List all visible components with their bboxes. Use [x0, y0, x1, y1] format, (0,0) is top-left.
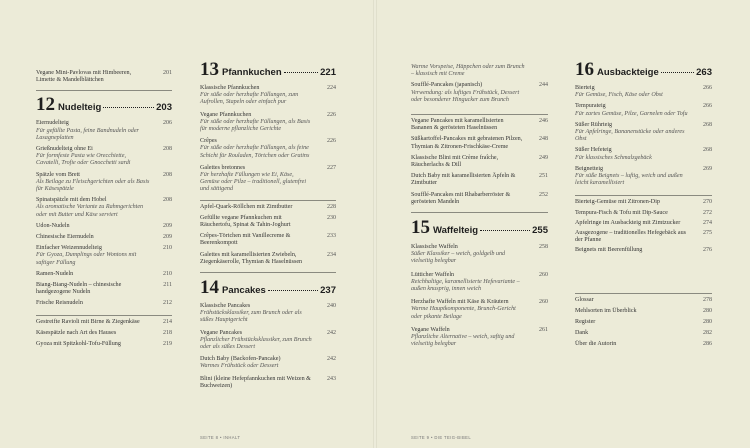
toc-entry-title: Bierteig	[575, 85, 595, 91]
chapter-page: 237	[320, 285, 336, 297]
toc-entry-text	[575, 210, 690, 217]
toc-entry-page: 242	[327, 356, 336, 363]
list-pfannkuchen	[200, 85, 336, 194]
toc-entry-page: 280	[703, 307, 712, 314]
toc-entry-page: 226	[327, 111, 336, 118]
toc-entry-page: 278	[703, 296, 712, 303]
toc-entry-title: Käsespätzle nach Art des Hauses	[36, 329, 117, 336]
chapter-number: 16	[575, 59, 594, 80]
toc-entry-page: 211	[163, 282, 172, 289]
toc-entry	[411, 64, 548, 78]
toc-entry	[200, 233, 336, 247]
list-waffelteig	[411, 244, 548, 348]
chapter-heading-12	[36, 95, 172, 115]
toc-entry-title: Süßer Hefeteig	[575, 147, 612, 154]
chapter-title: Pancakes	[222, 285, 266, 297]
toc-entry-description: Für Gyoza, Dumplings oder Wontons mit saftiger Füllung	[36, 252, 137, 266]
toc-entry-title: Dutch Baby mit karamellisierten Äpfeln & Zimtbutter	[411, 173, 516, 187]
toc-entry-description: Reichhaltige, karamellisierte Hefevariante – außen knusprig, innen weich	[411, 278, 520, 293]
toc-entry	[575, 85, 712, 99]
toc-entry-text	[575, 85, 690, 99]
leader-dots	[268, 290, 318, 291]
separator	[36, 90, 172, 91]
toc-entry-title: Soufflé-Pancakes (japanisch)	[411, 82, 483, 89]
list-nudel-top	[36, 70, 172, 84]
toc-entry	[200, 303, 336, 325]
toc-entry	[200, 112, 336, 134]
chapter-page: 263	[696, 67, 712, 78]
toc-entry-page: 206	[163, 120, 172, 127]
toc-entry-page: 268	[703, 121, 712, 128]
toc-entry-title: Klassische Waffeln	[411, 244, 458, 251]
chapter-number: 15	[411, 217, 430, 239]
toc-entry-title: Süßer Rührteig	[575, 121, 613, 128]
toc-entry-text	[200, 356, 314, 370]
toc-entry-title: Spinatspätzle mit dem Hobel	[36, 197, 107, 204]
toc-entry	[411, 155, 548, 169]
chapter-heading-14	[200, 278, 336, 298]
separator	[575, 195, 712, 196]
toc-entry-description: Frühstücksklassiker, zum Brunch oder als süßes Hauptgericht	[200, 310, 302, 324]
toc-entry-title: Klassische Blini mit Crème fraîche, Räucherlachs & Dill	[411, 154, 499, 169]
toc-column-2	[200, 60, 336, 390]
toc-entry-page: 246	[539, 118, 548, 125]
toc-entry-title: Chinesische Eiernudeln	[36, 234, 94, 241]
toc-entry-title: Mehlsorten im Überblick	[575, 307, 637, 314]
toc-entry-page: 280	[703, 319, 712, 326]
toc-entry-page: 208	[163, 197, 172, 204]
leader-dots	[480, 230, 530, 231]
separator	[200, 200, 336, 201]
chapter-page: 255	[532, 225, 548, 237]
toc-entry	[411, 136, 548, 150]
toc-entry-page: 252	[539, 191, 548, 198]
toc-entry-title: Apfelringe im Ausbackteig mit Zimtzucker	[575, 219, 681, 226]
toc-entry-title: Tempurateig	[575, 103, 606, 110]
toc-entry	[200, 356, 336, 370]
toc-entry	[36, 330, 172, 337]
toc-entry-page: 209	[163, 234, 172, 241]
separator	[36, 315, 172, 316]
toc-entry-page: 219	[163, 341, 172, 348]
toc-entry-text	[411, 192, 526, 206]
toc-entry-description: Als Beilage zu Fleischgerichten oder als Basis für Käsespätzle	[36, 178, 150, 193]
toc-entry-title: Beignetteig	[575, 165, 604, 172]
toc-entry-page: 233	[327, 233, 336, 240]
toc-entry-title: Vegane Pfannkuchen	[200, 111, 252, 118]
leader-dots	[284, 72, 318, 73]
toc-entry-page: 276	[703, 247, 712, 254]
toc-entry-text	[411, 244, 526, 266]
toc-entry-title: Register	[575, 319, 596, 326]
chapter-title: Nudelteig	[58, 102, 102, 114]
toc-entry	[575, 319, 712, 326]
toc-entry	[200, 204, 336, 211]
toc-entry-description: Pflanzliche Alternative – weich, saftig und vielseitig belegbar	[411, 334, 515, 348]
toc-entry	[575, 210, 712, 217]
toc-entry-title: Klassische Pfannkuchen	[200, 85, 260, 91]
toc-entry-description: Für klassisches Schmalzgebäck	[575, 154, 652, 161]
toc-column-4	[575, 60, 712, 349]
toc-entry-page: 249	[539, 154, 548, 161]
toc-entry-text	[200, 376, 314, 390]
list-ausbackteige	[575, 85, 712, 187]
toc-entry	[36, 245, 172, 267]
toc-entry-page: 274	[703, 219, 712, 226]
toc-entry-title: Frische Reisnudeln	[36, 300, 83, 307]
toc-entry-page: 224	[327, 85, 336, 91]
toc-entry-title: Glossar	[575, 296, 594, 303]
toc-entry-title: Süßkartoffel-Pancakes mit gebratenen Pilzen, Thymian & Zitronen-Frischkäse-Creme	[411, 136, 523, 150]
toc-entry-text	[411, 118, 526, 132]
toc-entry-title: Eiernudelteig	[36, 120, 69, 127]
toc-entry	[575, 220, 712, 227]
toc-entry-page: 258	[539, 244, 548, 251]
toc-entry-text	[575, 199, 690, 206]
toc-entry-text	[36, 271, 150, 278]
toc-entry-page: 248	[539, 136, 548, 143]
list-nudel-recipes	[36, 319, 172, 349]
toc-entry-description: Für süße Beignets – luftig, weich und außen leicht karamellisiert	[575, 173, 683, 187]
chapter-title: Ausbackteige	[597, 67, 659, 78]
toc-entry-text	[411, 82, 526, 104]
toc-entry-text	[36, 319, 150, 326]
toc-entry-title: Gestreifte Ravioli mit Birne & Ziegenkäse	[36, 318, 140, 325]
toc-entry-description: Für Gemüse, Fisch, Käse oder Obst	[575, 92, 663, 99]
toc-entry-page: 226	[327, 138, 336, 145]
toc-entry-text	[200, 112, 314, 134]
toc-entry-page: 275	[703, 230, 712, 237]
list-pfannkuchen-recipes	[200, 204, 336, 266]
toc-entry-page: 208	[163, 171, 172, 178]
toc-entry	[575, 103, 712, 117]
toc-entry	[411, 173, 548, 187]
toc-entry-title: Vegane Pancakes mit karamellisierten Bananen & gerösteten Haselnüssen	[411, 118, 504, 132]
toc-entry-text	[575, 330, 690, 337]
toc-entry	[36, 341, 172, 348]
toc-entry-page: 269	[703, 165, 712, 172]
toc-entry-description: Für herzhafte Füllungen wie Ei, Käse, Gemüse oder Pilze – traditionell, glutenfrei und sättigend	[200, 172, 307, 193]
toc-entry-page: 210	[163, 270, 172, 277]
toc-entry-description: Pflanzlicher Frühstücksklassiker, zum Brunch oder als süßes Dessert	[200, 336, 312, 351]
toc-entry-description: Für Apfelringe, Bananenstücke oder anderes Obst	[575, 129, 685, 143]
toc-entry-title: Ramen-Nudeln	[36, 270, 74, 277]
toc-entry	[200, 85, 336, 107]
toc-entry-page: 240	[327, 303, 336, 310]
toc-entry-description: Für süße oder herzhafte Füllungen, als feine Schicht für Rouladen, Törtchen oder Gratins	[200, 145, 310, 159]
toc-entry-description: Für zartes Gemüse, Pilze, Garnelen oder Tofu	[575, 110, 688, 117]
list-appendix	[575, 297, 712, 349]
toc-entry-title: Galettes bretonnes	[200, 164, 246, 171]
toc-entry-description: Als aromatische Variante zu Rahmgerichten oder mit Butter und Käse serviert	[36, 204, 144, 218]
toc-entry	[200, 215, 336, 229]
toc-column-1	[36, 70, 172, 348]
toc-entry-text	[575, 247, 690, 254]
toc-entry-page: 234	[327, 251, 336, 258]
toc-entry-page: 251	[539, 173, 548, 180]
separator	[575, 293, 712, 294]
toc-entry	[36, 172, 172, 194]
page-footer: SEITE 9 • DIE TEIG-BIBEL	[411, 435, 472, 440]
chapter-number: 14	[200, 277, 219, 299]
toc-entry	[411, 82, 548, 104]
list-pancakes-recipes	[411, 118, 548, 206]
toc-entry-text	[36, 197, 150, 219]
toc-entry	[575, 330, 712, 337]
toc-entry-text	[575, 147, 690, 161]
toc-entry-text	[411, 64, 526, 78]
toc-entry-description: Süßer Klassiker – weich, goldgelb und vielseitig belegbar	[411, 251, 506, 265]
toc-entry	[200, 376, 336, 390]
toc-entry-title: Über die Autorin	[575, 341, 617, 348]
toc-entry-page: 242	[327, 329, 336, 336]
page-footer: SEITE 8 • INHALT	[200, 435, 241, 440]
toc-entry-text	[36, 70, 150, 84]
toc-entry	[200, 252, 336, 266]
toc-entry-description: Für süße oder herzhafte Füllungen, zum Aufrollen, Stapeln oder einfach pur	[200, 92, 299, 106]
toc-entry	[575, 247, 712, 254]
toc-entry-text	[200, 303, 314, 325]
chapter-heading-15	[411, 218, 548, 238]
toc-entry-text	[575, 319, 690, 326]
toc-entry	[200, 138, 336, 160]
toc-entry-title: Lütticher Waffeln	[411, 271, 455, 278]
separator	[411, 212, 548, 213]
chapter-page: 203	[156, 102, 172, 114]
toc-entry	[200, 165, 336, 194]
toc-entry-page: 218	[163, 329, 172, 336]
toc-entry-page: 260	[539, 299, 548, 306]
toc-entry	[575, 297, 712, 304]
list-nudel	[36, 120, 172, 307]
toc-entry	[575, 147, 712, 161]
toc-entry-title: Vegane Mini-Pavlovas mit Himbeeren, Limette & Mandelblättchen	[36, 70, 132, 84]
toc-entry-title: Einfacher Weizennudelteig	[36, 245, 102, 252]
chapter-page: 221	[320, 67, 336, 78]
toc-entry	[411, 327, 548, 349]
right-page	[375, 0, 750, 448]
toc-entry-title: Tempura-Fisch & Tofu mit Dip-Sauce	[575, 209, 668, 216]
toc-entry-page: 286	[703, 341, 712, 348]
toc-entry-title: Udon-Nudeln	[36, 222, 70, 229]
toc-entry-page: 208	[163, 146, 172, 153]
toc-entry-text	[200, 215, 314, 229]
chapter-title: Waffelteig	[433, 225, 479, 237]
list-pancakes	[200, 303, 336, 390]
toc-entry-text	[36, 120, 150, 142]
toc-column-3	[411, 64, 548, 348]
toc-entry-page: 212	[163, 300, 172, 307]
toc-entry-text	[36, 223, 150, 230]
toc-entry	[36, 146, 172, 168]
toc-entry	[36, 271, 172, 278]
chapter-heading-13	[200, 60, 336, 80]
toc-entry-page: 266	[703, 85, 712, 91]
toc-entry-text	[200, 252, 314, 266]
toc-entry-title: Gefüllte vegane Pfannkuchen mit Räuchertofu, Spinat & Tahin-Joghurt	[200, 214, 291, 229]
toc-entry-text	[200, 330, 314, 352]
toc-entry-text	[36, 282, 150, 296]
chapter-number: 12	[36, 94, 55, 116]
toc-entry-description: Verwendung: als luftiges Frühstück, Dessert oder besonderer Hingucker zum Brunch	[411, 89, 520, 103]
toc-entry-text	[575, 103, 690, 117]
toc-entry	[575, 122, 712, 144]
toc-entry-text	[575, 122, 690, 144]
toc-entry-page: 227	[327, 164, 336, 171]
toc-entry-description: Warme Hauptkomponente, Brunch-Gericht oder pikante Beilage	[411, 306, 516, 320]
toc-entry-page: 266	[703, 103, 712, 110]
toc-entry-page: 261	[539, 326, 548, 333]
toc-entry-page: 201	[163, 70, 172, 76]
toc-entry-text	[36, 234, 150, 241]
toc-entry-text	[200, 204, 314, 211]
toc-entry-title: Blini (kleine Hefepfannkuchen mit Weizen & Buchweizen)	[200, 375, 311, 389]
toc-entry-title: Crêpes	[200, 138, 217, 145]
toc-entry-title: Herzhafte Waffeln mit Käse & Kräutern	[411, 299, 509, 306]
toc-entry-title: Galettes mit karamellisierten Zwiebeln, Ziegenkäserolle, Thymian & Haselnüssen	[200, 251, 303, 265]
toc-entry-text	[411, 272, 526, 294]
toc-entry-title: Apfel-Quark-Röllchen mit Zimtbutter	[200, 203, 293, 210]
toc-entry-description: Warmes Frühstück oder Dessert	[200, 363, 279, 370]
toc-entry	[411, 272, 548, 294]
chapter-number: 13	[200, 59, 219, 80]
toc-entry-description: Für formfeste Pasta wie Orecchiette, Cavatelli, Trofie oder Gnocchetti sardi	[36, 153, 131, 167]
separator	[200, 272, 336, 273]
chapter-heading-16	[575, 60, 712, 80]
toc-entry-page: 260	[539, 271, 548, 278]
toc-entry-title: Crêpes-Törtchen mit Vanillecreme & Beerenkompott	[200, 233, 291, 247]
toc-entry-text	[36, 245, 150, 267]
toc-entry	[36, 197, 172, 219]
toc-entry-page: 268	[703, 147, 712, 154]
toc-entry-page: 282	[703, 330, 712, 337]
toc-entry-text	[36, 172, 150, 194]
toc-entry	[411, 244, 548, 266]
toc-entry-title: Beignets mit Beerenfüllung	[575, 247, 643, 254]
toc-entry-title: Grießnudelteig ohne Ei	[36, 146, 93, 153]
toc-entry	[411, 192, 548, 206]
toc-entry-text	[411, 136, 526, 150]
toc-entry	[575, 166, 712, 188]
toc-entry-title: Vegane Pancakes	[200, 329, 243, 336]
toc-entry	[36, 120, 172, 142]
toc-entry-description: Für süße oder herzhafte Füllungen, als Basis für moderne pflanzliche Gerichte	[200, 118, 311, 133]
toc-entry-title: Dank	[575, 330, 589, 337]
toc-entry-text	[575, 308, 690, 315]
toc-entry-title: Ausgezogene – traditionelles Hefegebäck aus der Pfanne	[575, 230, 686, 244]
toc-entry	[575, 341, 712, 348]
toc-entry-text	[36, 330, 150, 337]
toc-entry-text	[200, 165, 314, 194]
toc-entry-text	[411, 155, 526, 169]
toc-entry-text	[411, 299, 526, 321]
toc-entry	[36, 282, 172, 296]
toc-entry-text	[36, 146, 150, 168]
toc-entry	[575, 308, 712, 315]
list-pancakes-continued	[411, 64, 548, 104]
toc-entry-text	[200, 85, 314, 107]
toc-entry-title: Dutch Baby (Backofen-Pancake)	[200, 356, 281, 363]
toc-entry-text	[575, 341, 690, 348]
list-ausbackteige-recipes	[575, 199, 712, 254]
toc-entry-page: 243	[327, 375, 336, 382]
toc-entry	[36, 300, 172, 307]
toc-entry-page: 272	[703, 209, 712, 216]
toc-entry-text	[575, 166, 690, 188]
toc-entry-title: Bierteig-Gemüse mit Zitronen-Dip	[575, 199, 660, 206]
toc-entry-text	[200, 138, 314, 160]
chapter-title: Pfannkuchen	[222, 67, 282, 78]
toc-entry	[36, 234, 172, 241]
toc-entry-title: Biang-Biang-Nudeln – chinesische handgezogene Nudeln	[36, 282, 122, 296]
toc-entry-text	[575, 297, 690, 304]
toc-entry-text	[36, 300, 150, 307]
toc-entry-page: 214	[163, 318, 172, 325]
toc-entry-text	[575, 230, 690, 244]
toc-entry-description: Für gefüllte Pasta, feine Bandnudeln oder Lasagneplatten	[36, 127, 139, 141]
separator	[411, 114, 548, 115]
toc-entry-page: 209	[163, 222, 172, 229]
toc-entry-title: Klassische Pancakes	[200, 303, 251, 310]
toc-entry-title: Soufflé-Pancakes mit Rhabarberröster & gerösteten Mandeln	[411, 191, 511, 205]
toc-entry-page: 230	[327, 214, 336, 221]
toc-entry-text	[36, 341, 150, 348]
toc-entry	[575, 230, 712, 244]
toc-entry	[575, 199, 712, 206]
toc-entry-page: 228	[327, 203, 336, 210]
toc-entry-page: 210	[163, 245, 172, 252]
toc-entry-text	[575, 220, 690, 227]
toc-entry-description: Warme Vorspeise, Häppchen oder zum Brunch – klassisch mit Creme	[411, 64, 525, 78]
toc-entry-page: 270	[703, 199, 712, 206]
toc-entry-text	[200, 233, 314, 247]
toc-entry-title: Spätzle vom Brett	[36, 171, 81, 178]
toc-entry-title: Vegane Waffeln	[411, 326, 450, 333]
leader-dots	[103, 107, 154, 108]
toc-entry-title: Gyoza mit Spitzkohl-Tofu-Füllung	[36, 341, 121, 348]
toc-entry-page: 244	[539, 82, 548, 89]
toc-entry	[411, 299, 548, 321]
toc-entry	[200, 330, 336, 352]
toc-entry-text	[411, 327, 526, 349]
toc-entry	[411, 118, 548, 132]
toc-entry	[36, 70, 172, 84]
toc-entry	[36, 319, 172, 326]
leader-dots	[661, 72, 694, 73]
toc-entry	[36, 223, 172, 230]
toc-entry-text	[411, 173, 526, 187]
